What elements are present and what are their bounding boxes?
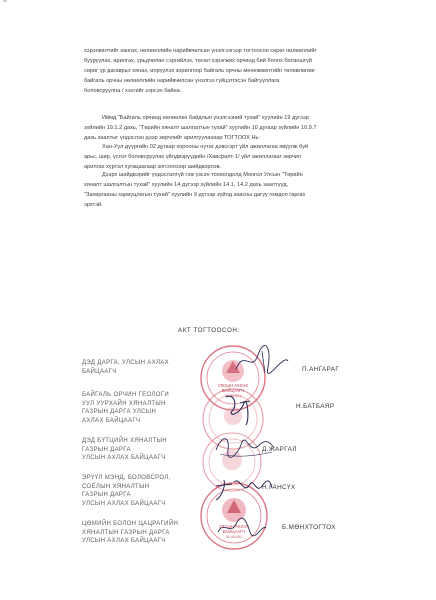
signatory-title xyxy=(82,474,171,509)
title-line: ХЯНАЛТЫН ГАЗРЫН ДАРГА xyxy=(82,529,170,536)
title-line: СОЁЛЫН ХЯНАЛТЫН xyxy=(82,483,150,490)
signatory-title xyxy=(82,437,167,463)
text-line: эрхтэй. xyxy=(84,201,103,208)
title-line: АХЛАХ БАЙЦААГЧ xyxy=(82,418,141,425)
text-line: Иймд "Байгаль орчинд нөлөөлөх байдлын үнэлгээний тухай" хуулийн 19 дүгээр xyxy=(102,115,309,121)
paragraph-4 xyxy=(84,171,384,211)
signatory-name: Н.ГАНСҮХ xyxy=(262,484,296,491)
text-line: сөрөг үр дагаврыг хянах, илрүүлэх зорилгоор байгаль орчны менежментийн төлөвлөгөөг xyxy=(84,67,316,74)
signatory-name: Б.МӨНХТОГТОХ xyxy=(282,524,336,531)
text-line: дахь заалтыг үндэслэн дээр зөрчлийг арилгуулахаар ТОГТООХ Нь: xyxy=(84,134,260,141)
text-line: арилгах хүртэл хугацаагаар зогсоохоор шийдвэрлэв. xyxy=(84,163,222,170)
title-line: УУЛ УУРХАЙН ХЯНАЛТЫН xyxy=(82,400,166,407)
title-line: ДЭД БҮТЦИЙН ХЯНАЛТЫН xyxy=(82,438,167,444)
title-line: ЦӨМИЙН БОЛОН ЦАЦРАГИЙН xyxy=(82,521,179,527)
text-line: хэрэгжилтийг хангах, нөлөөллийн нарийвчилсан үнэлгээгээр тогтоосон сөрөг нөлөөллийг xyxy=(84,48,317,54)
signature xyxy=(214,514,270,542)
title-line: БАЙГАЛЬ ОРЧИН ГЕОЛОГИ xyxy=(82,392,169,398)
text-line: Дээрх шийдвэрийг үндэслэлгүй гэж үзсэн тохиолдолд Монгол Улсын "Төрийн xyxy=(102,172,303,178)
signatory-name: Д.ЖАРГАЛ xyxy=(262,446,297,453)
paragraph-3 xyxy=(84,143,384,173)
svg-text:01-00-001: 01-00-001 xyxy=(225,535,243,539)
paragraph-2 xyxy=(84,114,384,144)
text-line: арьс, шир, үслэг боловсруулах үйлдвэрүүдийн /Хавсралт-1/ үйл ажиллагааг зөрчил xyxy=(84,153,302,160)
signature xyxy=(220,389,266,429)
title-line: ГАЗРЫН ДАРГА УЛСЫН xyxy=(82,409,157,416)
svg-text:01-00-001: 01-00-001 xyxy=(224,394,242,398)
signatory-name: Н.БАТБАЯР xyxy=(296,403,335,410)
title-line: ЭРҮҮЛ МЭНД, БОЛОВСРОЛ, xyxy=(82,475,171,481)
text-line: бууруулах, арилгах, урьдчилан сэргийлэх, төсөл хэрэгжих орчинд бий болох болзошгүй xyxy=(84,57,312,64)
approved-heading: АКТ ТОГТООСОН: xyxy=(178,327,240,334)
text-line: боловсруулна / хэсгийг зэрсэн байна. xyxy=(84,87,182,94)
paragraph-1 xyxy=(84,47,384,97)
edge-mark xyxy=(2,0,8,6)
signatory-title xyxy=(82,391,169,426)
svg-text:БАЙЦААГЧ: БАЙЦААГЧ xyxy=(222,529,246,534)
title-line: УЛСЫН АХЛАХ БАЙЦААГЧ xyxy=(82,501,166,508)
svg-text:БАЙЦААГЧ: БАЙЦААГЧ xyxy=(221,388,245,393)
signatory-name: П.АНГАРАГ xyxy=(302,366,340,373)
text-line: байгаль орчны нөлөөллийн нарийвчилсан үнэлгээ гүйцэтгэсэн байгууллага xyxy=(84,77,280,84)
text-line: "Захиргааны хариуцлагын тухай" хуулийн 9 дүгээр зүйлд заасны дагуу гомдол гаргах xyxy=(84,191,306,198)
svg-text:УЛСЫН АХЛАХ: УЛСЫН АХЛАХ xyxy=(218,524,250,529)
text-line: Хан-Уул дүүргийн 02 дугаар хорооны нутаг дэвсгэрт үйл ажиллагаа явуулж буй xyxy=(102,144,309,150)
title-line: УЛСЫН АХЛАХ БАЙЦААГЧ xyxy=(82,455,166,462)
svg-text:УЛСЫН АХЛАХ: УЛСЫН АХЛАХ xyxy=(217,383,249,388)
title-line: ДЭД ДАРГА, УЛСЫН АХЛАХ xyxy=(82,360,169,366)
title-line: ГАЗРЫН ДАРГА xyxy=(82,492,131,499)
title-line: УЛСЫН АХЛАХ БАЙЦААГЧ xyxy=(82,538,166,545)
signatory-title xyxy=(82,359,169,376)
signature xyxy=(232,343,292,379)
text-line: хяналт шалгалтын тухай" хуулийн 14 дүгээр зүйлийн 14.1, 14.2 дахь заалтууд, xyxy=(84,181,289,188)
title-line: БАЙЦААГЧ xyxy=(82,368,117,375)
signatory-title xyxy=(82,520,178,546)
title-line: ГАЗРЫН ДАРГА xyxy=(82,446,131,453)
text-line: зүйлийн 19.1.2 дахь, "Төрийн хяналт шалгалтын тухай" хуулийн 10 дугаар зүйлийн 10.9.7 xyxy=(84,124,317,131)
